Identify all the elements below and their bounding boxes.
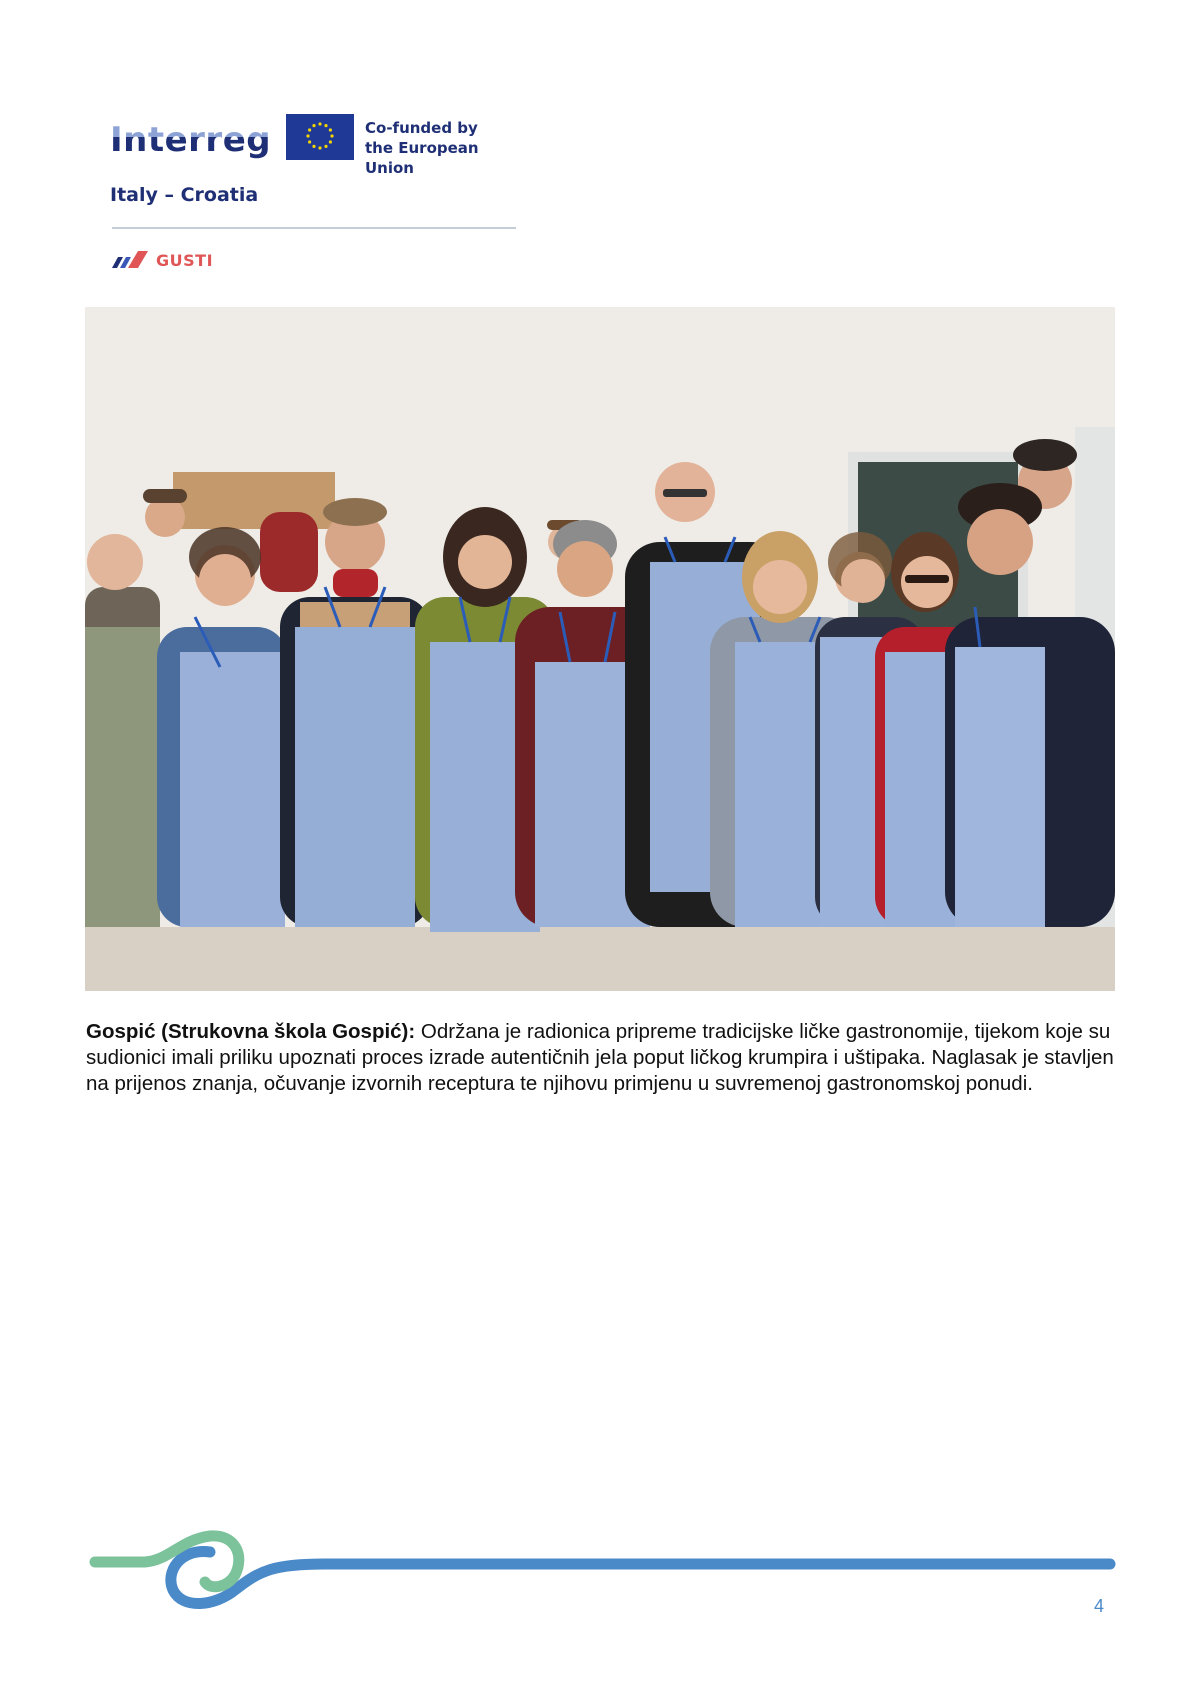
gusti-mark-icon bbox=[112, 250, 148, 270]
workshop-description bbox=[86, 1019, 1116, 1097]
page-number: 4 bbox=[1094, 1596, 1105, 1616]
location-heading: Gospić (Strukovna škola Gospić): bbox=[86, 1020, 416, 1043]
group-photo bbox=[85, 307, 1115, 991]
header-divider bbox=[112, 227, 516, 229]
cofunded-label bbox=[365, 118, 530, 178]
description-text: Održana je radionica pripreme tradicijske ličke gastronomije, tijekom koje su sudionici imali priliku upoznati proces izrade autentičnih jela poput ličkog krumpira i uštipaka. Naglasak je stavljen na prijenos znanja, očuvanje izvornih receptura te njihovu primjenu u suvremenoj gastronomskoj ponudi. bbox=[86, 1020, 1114, 1095]
gusti-text: GUSTI bbox=[156, 250, 214, 270]
cofunded-line-1: Co-funded by bbox=[365, 119, 478, 137]
footer-wave-decoration bbox=[85, 1520, 1125, 1620]
gusti-logo bbox=[112, 249, 213, 271]
eu-flag-icon bbox=[286, 114, 354, 160]
interreg-logo: Interreg bbox=[110, 120, 272, 160]
header-logos bbox=[110, 112, 530, 282]
cofunded-line-2: the European Union bbox=[365, 139, 479, 177]
program-name: Italy – Croatia bbox=[110, 184, 259, 206]
